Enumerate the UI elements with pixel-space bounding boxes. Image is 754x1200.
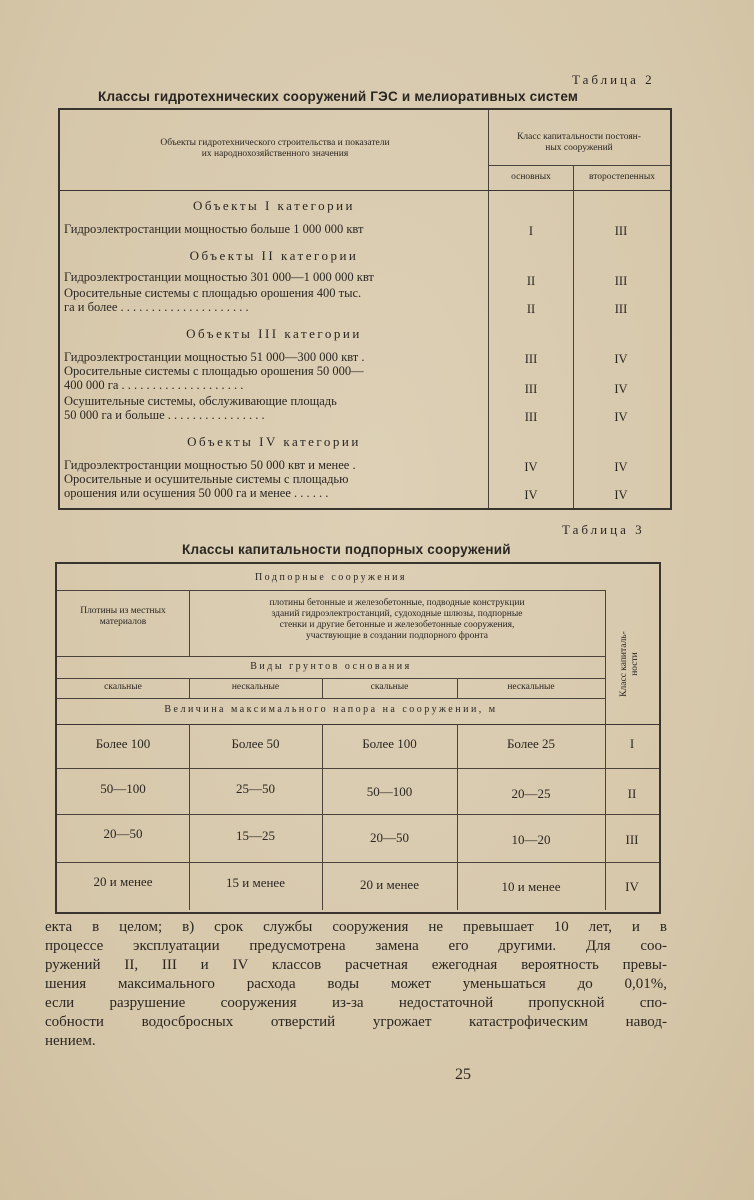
table-cell: 20—50 — [370, 830, 409, 845]
class-main: II — [526, 302, 536, 316]
class-cell: II — [627, 786, 637, 801]
class-main: I — [528, 224, 534, 238]
class-main: III — [524, 382, 538, 396]
table2-row: Осушительные системы, обслуживающие площадь 50 000 га и больше . . . . . . . . . . . . . . . . — [64, 394, 337, 422]
table-cell: 20 и менее — [360, 877, 419, 892]
table2-row: Гидроэлектростанции мощностью больше 1 000 000 квт — [64, 222, 364, 236]
table3-title: Классы капитальности подпорных сооружений — [182, 542, 511, 557]
soil-rock-1: скальные — [104, 682, 142, 692]
table2-header-class: Класс капитальности постоян- ных сооружений — [517, 132, 641, 153]
table-cell: Более 100 — [362, 736, 417, 751]
soil-rock-2: скальные — [370, 682, 409, 692]
class-secondary: IV — [614, 410, 628, 424]
table-cell: 15—25 — [236, 828, 275, 843]
table2-row: Оросительные системы с площадью орошения 50 000— 400 000 га . . . . . . . . . . . . . . . . . . . . — [64, 364, 364, 392]
table-cell: Более 100 — [95, 736, 151, 751]
table3-label: Таблица 3 — [562, 522, 645, 537]
table-cell: 20—50 — [103, 826, 143, 841]
class-secondary: III — [614, 274, 628, 288]
class-main: III — [524, 352, 538, 366]
class-secondary: III — [614, 224, 628, 238]
table-cell: 20—25 — [511, 786, 551, 801]
table2-row: Гидроэлектростанции мощностью 301 000—1 000 000 квт — [64, 270, 374, 284]
category-1: Объекты I категории — [193, 198, 355, 213]
header-concrete-structures: плотины бетонные и железобетонные, подводные конструкции зданий гидроэлектростанций, судоходные шлюзы, подпорные стенки и другие бетонные и железобетонные сооружения, участвующие в создании подпорного фронта — [269, 598, 525, 641]
header-class: Класс капиталь- ности — [619, 631, 640, 697]
table-cell: Более 25 — [506, 736, 556, 751]
header-local-dams: Плотины из местных материалов — [80, 606, 166, 627]
class-secondary: IV — [614, 488, 628, 502]
page-number: 25 — [455, 1066, 471, 1083]
class-main: IV — [524, 488, 538, 502]
header-soil-types: Виды грунтов основания — [250, 661, 412, 672]
soil-nonrock-1: нескальные — [231, 682, 280, 692]
table2-row: Гидроэлектростанции мощностью 51 000—300 000 квт . — [64, 350, 365, 364]
class-secondary: III — [614, 302, 628, 316]
table-cell: 50—100 — [366, 784, 413, 799]
body-paragraph: екта в целом; в) срок службы сооружения не превышает 10 лет, и в процессе эксплуатации предусмотрена замена его другими. Для соо- ружений II, III и IV классов расчетная ежегодная вероятность превы- шения максимального расхода воды может уменьшаться до 0,01%, если разрушение сооружения из-за недостаточной пропускной спо- собности водосбросных отверстий угрожает катастрофическим навод- нением. — [45, 919, 667, 1049]
class-main: II — [526, 274, 536, 288]
table3 — [55, 562, 661, 914]
table-cell: 15 и менее — [226, 875, 285, 890]
class-secondary: IV — [614, 352, 628, 366]
class-main: IV — [524, 460, 538, 474]
table-cell: 25—50 — [236, 781, 275, 796]
category-3: Объекты III категории — [186, 326, 362, 341]
class-main: III — [524, 410, 538, 424]
class-secondary: IV — [614, 460, 628, 474]
category-4: Объекты IV категории — [187, 434, 361, 449]
table2-label: Таблица 2 — [572, 72, 655, 87]
table-cell: 10 и менее — [501, 879, 561, 894]
table-cell: 50—100 — [100, 781, 146, 796]
class-cell: III — [625, 832, 639, 847]
table2-row: Гидроэлектростанции мощностью 50 000 квт и менее . — [64, 458, 356, 472]
class-secondary: IV — [614, 382, 628, 396]
class-cell: IV — [625, 879, 639, 894]
table-cell: 10—20 — [511, 832, 551, 847]
soil-nonrock-2: нескальные — [507, 682, 555, 692]
table2-col-secondary: второстепенных — [589, 172, 655, 182]
class-cell: I — [629, 736, 635, 751]
table2-header-objects: Объекты гидротехнического строительства и показатели их народнохозяйственного значения — [160, 138, 390, 159]
table2 — [58, 108, 672, 510]
table2-title: Классы гидротехнических сооружений ГЭС и мелиоративных систем — [98, 89, 579, 104]
table2-col-main: основных — [511, 172, 551, 182]
header-retaining-structures: Подпорные сооружения — [254, 572, 408, 583]
table2-row: Оросительные системы с площадью орошения 400 тыс. га и более . . . . . . . . . . . . . . . . . . . . . — [64, 286, 362, 314]
table2-row: Оросительные и осушительные системы с площадью орошения или осушения 50 000 га и менее . . . . . . — [64, 472, 349, 500]
header-max-head: Величина максимального напора на сооружении, м — [164, 704, 498, 715]
category-2: Объекты II категории — [189, 248, 359, 263]
table-cell: 20 и менее — [93, 874, 153, 889]
table-cell: Более 50 — [231, 736, 280, 751]
